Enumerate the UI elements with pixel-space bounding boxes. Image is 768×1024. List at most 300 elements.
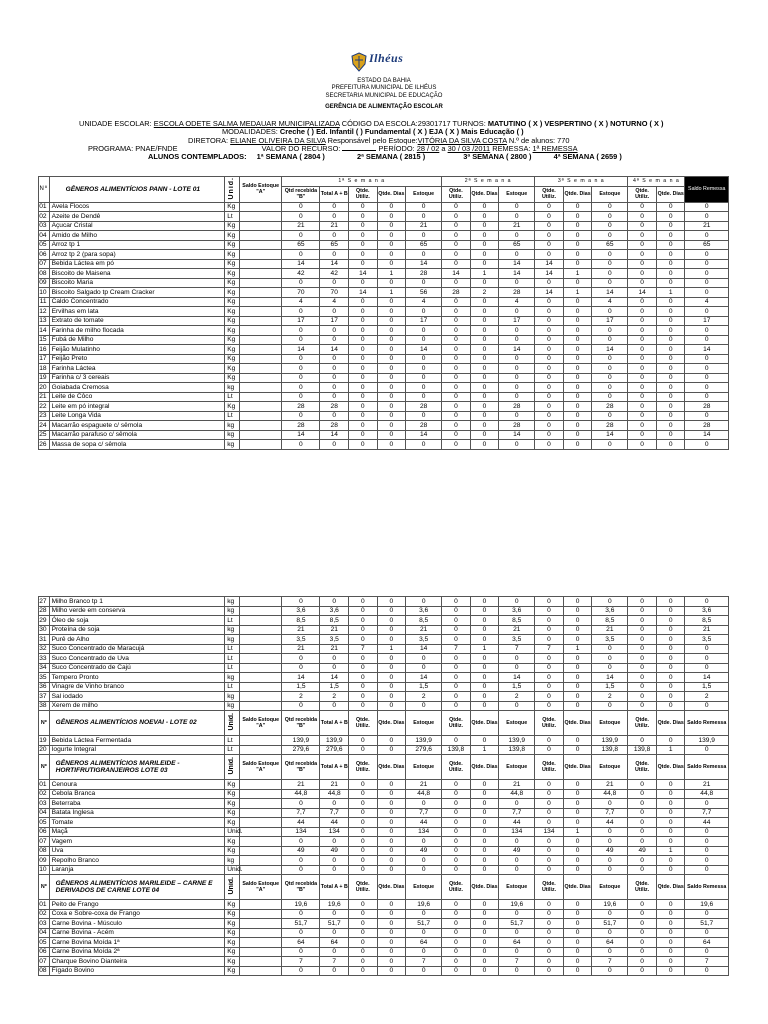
item-name: Caldo Concentrado [49,297,225,307]
cell-value: 0 [656,692,685,702]
cell-value: 0 [628,966,657,976]
cell-value: 0 [377,231,406,241]
table-row [39,808,729,818]
item-name: Suco Concentrado de Cajú [49,663,225,673]
cell-value: 0 [470,297,499,307]
cell-value: 44,8 [499,789,535,799]
cell-value: 0 [282,326,320,336]
cell-value: 139,8 [442,745,471,755]
remessa-value: 1ª REMESSA [532,143,578,153]
cell-value: 0 [442,799,471,809]
cell-value: 0 [442,421,471,431]
col-saldo: Saldo Estoque "A" [240,711,282,736]
item-unit: Kg [225,846,240,856]
cell-value: 44,8 [320,789,349,799]
cell-value: 0 [592,827,628,837]
cell-value: 0 [349,856,378,866]
cell-value: 0 [563,297,592,307]
cell-value: 0 [320,799,349,809]
col-saldo: Saldo Estoque "A" [240,875,282,900]
cell-value: 0 [442,392,471,402]
cell-value: 0 [377,837,406,847]
cell-value: 0 [592,373,628,383]
cell-value: 0 [470,354,499,364]
cell-value: 0 [535,682,564,692]
cell-value: 0 [563,221,592,231]
cell-value: 0 [628,335,657,345]
cell-value: 0 [628,606,657,616]
cell-value: 0 [535,928,564,938]
cell-value: 17 [592,316,628,326]
cell-value: 0 [442,606,471,616]
cell-value: 0 [563,947,592,957]
col-dias: Qtde. Dias [563,755,592,780]
col-utiliz: Qtde. Utiliz. [349,875,378,900]
cell-value: 7 [499,957,535,967]
cell-value: 0 [628,957,657,967]
row-number: 06 [39,947,50,957]
cell-value: 0 [377,606,406,616]
cell-value: 0 [563,250,592,260]
cell-value: 0 [535,736,564,746]
cell-value: 0 [442,654,471,664]
item-unit: kg [225,606,240,616]
cell-value: 28 [499,402,535,412]
cell-value: 0 [320,250,349,260]
cell-value: 0 [349,701,378,711]
cell-value: 0 [349,673,378,683]
table-row [39,430,729,440]
cell-value: 0 [592,701,628,711]
cell-value: 0 [349,900,378,910]
cell-value: 0 [563,635,592,645]
cell-value [240,818,282,828]
cell-value: 0 [592,326,628,336]
item-unit: Kg [225,364,240,374]
cell-value: 44,8 [592,789,628,799]
col-utiliz: Qtde. Utiliz. [535,755,564,780]
cell-value: 0 [563,212,592,222]
table-row [39,288,729,298]
cell-value: 0 [349,818,378,828]
cell-value: 0 [628,789,657,799]
cell-value: 0 [563,837,592,847]
responsavel-value: VITÓRIA DA SILVA COSTA [417,135,507,145]
cell-value: 0 [470,663,499,673]
cell-value: 0 [442,808,471,818]
cell-value: 0 [348,411,377,421]
cell-value: 0 [656,606,685,616]
cell-value: 4 [592,297,628,307]
cell-value: 0 [535,212,564,222]
cell-value: 0 [535,326,564,336]
cell-value: 0 [377,827,406,837]
item-unit: Kg [225,250,240,260]
cell-value: 0 [563,865,592,875]
table-row [39,421,729,431]
table-row [39,221,729,231]
item-unit: Lt [225,663,240,673]
cell-value: 0 [470,947,499,957]
cell-value: 51,7 [499,919,535,929]
cell-value: 64 [685,938,729,948]
cell-value: 0 [348,383,377,393]
col-unid: Unid. [228,177,236,200]
table-row [39,411,729,421]
cell-value: 0 [442,373,471,383]
cell-value: 0 [535,856,564,866]
cell-value: 0 [406,440,442,450]
cell-value: 0 [563,440,592,450]
item-name: Bebida Láctea em pó [49,259,225,269]
col-nr: Nº [39,755,50,780]
cell-value: 3,6 [320,606,349,616]
cell-value: 0 [535,673,564,683]
cell-value: 0 [320,966,349,976]
cell-value [240,326,282,336]
cell-value: 0 [656,364,685,374]
turnos-label: TURNOS: [452,119,486,128]
cell-value: 1 [563,644,592,654]
cell-value: 0 [535,865,564,875]
cell-value: 0 [349,736,378,746]
item-unit: Kg [225,307,240,317]
row-number: 02 [39,909,50,919]
cell-value: 0 [282,654,320,664]
table-row [39,837,729,847]
item-unit: Kg [225,966,240,976]
cell-value: 0 [628,663,657,673]
cell-value: 0 [535,909,564,919]
cell-value: 0 [628,692,657,702]
cell-value: 0 [349,625,378,635]
cell-value: 0 [470,654,499,664]
cell-value: 0 [628,392,657,402]
cell-value: 0 [499,597,535,607]
cell-value: 0 [348,326,377,336]
table-row [39,202,729,212]
cell-value: 0 [656,440,685,450]
row-number: 01 [39,900,50,910]
cell-value: 0 [282,799,320,809]
cell-value: 0 [592,654,628,664]
col-estoque: Estoque [592,875,628,900]
cell-value: 0 [628,259,657,269]
item-unit: Lt [225,392,240,402]
cell-value: 0 [656,307,685,317]
cell-value: 0 [470,307,499,317]
cell-value: 0 [470,966,499,976]
cell-value: 0 [535,799,564,809]
item-unit: Kg [225,947,240,957]
cell-value [240,654,282,664]
cell-value: 49 [499,846,535,856]
cell-value: 0 [282,701,320,711]
cell-value: 0 [470,202,499,212]
cell-value: 139,9 [592,736,628,746]
cell-value: 0 [656,616,685,626]
item-name: Vinagre de Vinho branco [49,682,225,692]
cell-value [240,827,282,837]
cell-value: 0 [320,701,349,711]
cell-value: 0 [563,856,592,866]
cell-value: 1,5 [685,682,729,692]
cell-value: 0 [685,663,729,673]
cell-value: 0 [349,780,378,790]
cell-value: 3,5 [499,635,535,645]
cell-value: 0 [406,392,442,402]
col-total: Total A + B [320,875,349,900]
cell-value: 0 [377,938,406,948]
cell-value: 139,9 [320,736,349,746]
cell-value: 0 [470,278,499,288]
cell-value: 0 [470,383,499,393]
item-unit: Kg [225,402,240,412]
cell-value: 64 [406,938,442,948]
cell-value: 0 [592,250,628,260]
cell-value: 0 [628,701,657,711]
cell-value: 0 [470,392,499,402]
cell-value: 0 [592,278,628,288]
cell-value: 14 [282,673,320,683]
cell-value: 0 [442,345,471,355]
cell-value: 14 [348,269,377,279]
cell-value: 1 [563,827,592,837]
item-name: Iogurte Integral [49,745,225,755]
cell-value: 51,7 [406,919,442,929]
item-unit: Kg [225,278,240,288]
item-name: Azeite de Dendê [49,212,225,222]
cell-value: 0 [320,392,349,402]
row-number: 03 [39,221,50,231]
cell-value: 0 [320,212,349,222]
item-name: Leite Longa Vida [49,411,225,421]
cell-value: 0 [563,818,592,828]
item-unit: Kg [225,789,240,799]
cell-value: 3,6 [406,606,442,616]
cell-value: 0 [563,606,592,616]
cell-value: 0 [377,736,406,746]
cell-value: 3,5 [592,635,628,645]
cell-value: 0 [656,231,685,241]
cell-value: 0 [406,250,442,260]
cell-value [240,663,282,673]
cell-value: 0 [320,373,349,383]
cell-value: 14 [685,430,729,440]
cell-value: 0 [442,865,471,875]
cell-value: 0 [656,919,685,929]
cell-value: 1 [470,745,499,755]
cell-value: 0 [442,692,471,702]
item-unit: kg [225,625,240,635]
cell-value: 0 [348,316,377,326]
cell-value: 0 [377,818,406,828]
cell-value: 0 [592,928,628,938]
cell-value: 0 [406,383,442,393]
cell-value [240,606,282,616]
cell-value: 0 [348,250,377,260]
row-number: 01 [39,780,50,790]
col-unid-label: Unid. [228,757,236,775]
item-name: Carne Bovina Moída 2ª [49,947,225,957]
cell-value: 0 [282,250,320,260]
col-dias: Qtde. Dias [470,711,499,736]
cell-value: 0 [348,354,377,364]
col-dias-3: Qtde. Dias [563,186,592,202]
cell-value: 0 [685,411,729,421]
table-row [39,654,729,664]
cell-value: 0 [563,938,592,948]
cell-value: 134 [406,827,442,837]
table-row [39,402,729,412]
cell-value: 51,7 [685,919,729,929]
cell-value: 0 [349,789,378,799]
cell-value: 21 [320,644,349,654]
cell-value: 0 [442,316,471,326]
col-estoque: Estoque [499,755,535,780]
cell-value: 0 [628,269,657,279]
cell-value: 0 [377,259,406,269]
col-estoque-2: Estoque [499,186,535,202]
cell-value: 0 [656,421,685,431]
item-name: Extrato de tomate [49,316,225,326]
responsavel-label: Responsável pelo Estoque: [327,135,418,145]
cell-value: 0 [406,231,442,241]
col-utiliz: Qtde. Utiliz. [535,711,564,736]
item-name: Peito de Frango [49,900,225,910]
item-name: Maçã [49,827,225,837]
periodo-label: PERÍODO: [378,143,415,153]
cell-value: 0 [377,250,406,260]
cell-value: 0 [592,947,628,957]
cell-value: 0 [656,947,685,957]
table-row [39,957,729,967]
cell-value: 0 [406,865,442,875]
cell-value: 0 [499,364,535,374]
cell-value: 21 [499,221,535,231]
cell-value: 0 [535,919,564,929]
col-estoque: Estoque [406,875,442,900]
stock-table-lote-01 [38,176,729,450]
cell-value: 0 [377,212,406,222]
cell-value: 0 [592,307,628,317]
cell-value: 0 [499,373,535,383]
col-unid [225,711,240,736]
table-row [39,297,729,307]
cell-value: 0 [442,947,471,957]
item-name: Amido de Milho [49,231,225,241]
cell-value: 0 [628,212,657,222]
cell-value: 0 [563,957,592,967]
unidade-value: ESCOLA ODETE SALMA MEDAUAR MUNICIPALIZADA [153,119,340,128]
group-title: GÊNEROS ALIMENTÍCIOS MARILEIDE – CARNE E DERIVADOS DE CARNE LOTE 04 [49,875,225,900]
cell-value: 0 [442,402,471,412]
row-number: 09 [39,278,50,288]
cell-value: 0 [563,421,592,431]
cell-value: 28 [685,421,729,431]
cell-value: 0 [656,635,685,645]
cell-value: 0 [535,231,564,241]
cell-value: 0 [320,909,349,919]
remessa-label: REMESSA: [492,143,531,153]
cell-value: 0 [282,440,320,450]
item-name: Carne Bovina Moída 1ª [49,938,225,948]
cell-value: 0 [499,278,535,288]
cell-value: 0 [499,440,535,450]
cell-value: 0 [377,240,406,250]
cell-value: 0 [563,789,592,799]
item-unit: Kg [225,957,240,967]
gerencia-text: GERÊNCIA DE ALIMENTAÇÃO ESCOLAR [325,104,443,110]
cell-value: 0 [377,673,406,683]
col-estoque-1: Estoque [406,186,442,202]
valor-label: VALOR DO RECURSO: [261,143,341,153]
cell-value: 14 [535,288,564,298]
cell-value: 7,7 [592,808,628,818]
cell-value: 17 [685,316,729,326]
cell-value: 0 [442,846,471,856]
cell-value: 0 [656,297,685,307]
cell-value: 0 [377,780,406,790]
cell-value: 0 [628,326,657,336]
col-total: Total A + B [320,711,349,736]
cell-value: 134 [320,827,349,837]
cell-value: 7,7 [685,808,729,818]
cell-value: 0 [442,383,471,393]
cell-value: 0 [470,606,499,616]
alunos-value: 770 [557,135,570,145]
cell-value: 0 [349,957,378,967]
cell-value [240,202,282,212]
cell-value: 0 [442,297,471,307]
cell-value: 0 [377,430,406,440]
row-number: 23 [39,411,50,421]
cell-value: 0 [628,202,657,212]
col-saldo: Saldo Estoque "A" [240,755,282,780]
cell-value: 0 [320,364,349,374]
cell-value [240,625,282,635]
item-name: Cebola Branca [49,789,225,799]
col-dias: Qtde. Dias [563,711,592,736]
item-unit: Kg [225,780,240,790]
cell-value: 14 [685,673,729,683]
cell-value: 0 [535,957,564,967]
table-row [39,616,729,626]
cell-value: 0 [406,837,442,847]
cell-value: 7 [685,957,729,967]
cell-value: 0 [499,837,535,847]
item-unit: Kg [225,808,240,818]
cell-value: 0 [406,799,442,809]
cell-value: 0 [442,597,471,607]
cell-value: 0 [377,919,406,929]
cell-value: 0 [470,597,499,607]
cell-value: 0 [320,326,349,336]
cell-value: 0 [535,345,564,355]
cell-value: 0 [320,231,349,241]
cell-value: 0 [320,865,349,875]
cell-value: 0 [499,231,535,241]
cell-value: 0 [535,316,564,326]
item-name: Macarrão espaguete c/ sêmola [49,421,225,431]
cell-value: 0 [592,411,628,421]
item-unit: Kg [225,221,240,231]
cell-value: 0 [348,345,377,355]
table-row [39,231,729,241]
cell-value: 0 [282,383,320,393]
table-row [39,909,729,919]
cell-value: 14 [282,430,320,440]
